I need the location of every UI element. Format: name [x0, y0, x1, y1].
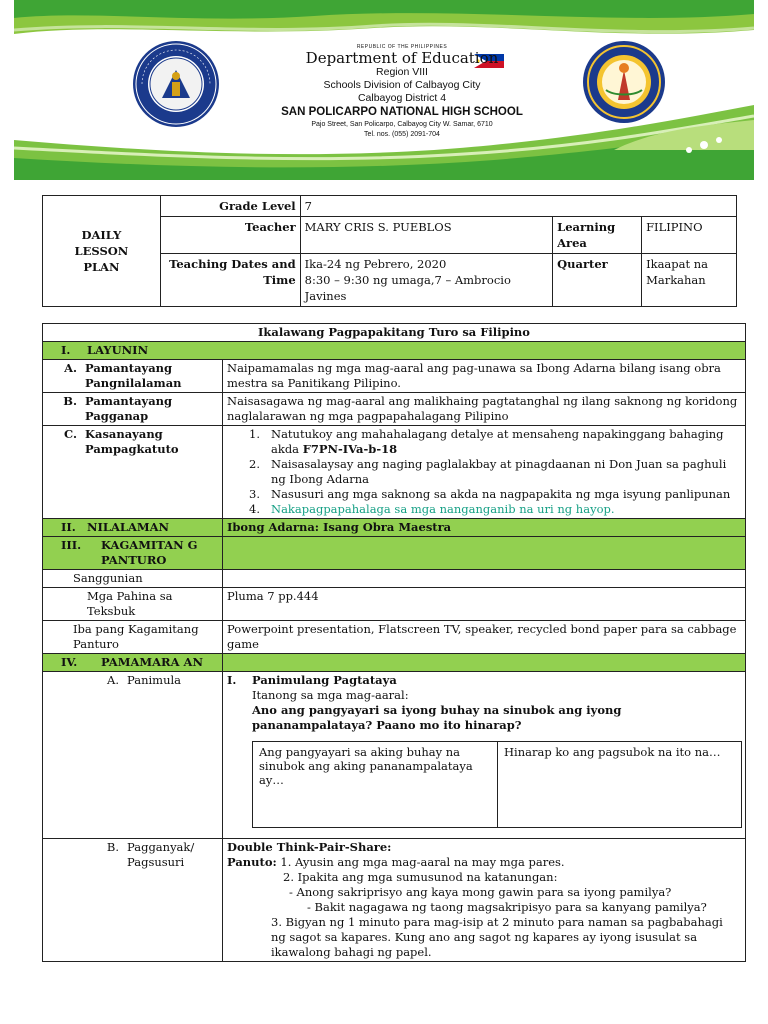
- pamamaraan-value: [223, 654, 746, 672]
- dtps-heading: Double Think-Pair-Share:: [227, 840, 392, 854]
- letterhead: [14, 0, 754, 180]
- lesson-info-table: [42, 195, 737, 307]
- list-item: 3. Nasusuri ang mga saknong sa akda na nagpapakita ng mga isyung panlipunan: [249, 487, 731, 501]
- pahina-value: Pluma 7 pp.444: [223, 588, 746, 621]
- section-nilalaman: II. NILALAMAN: [43, 519, 223, 537]
- school-address: Pajo Street, San Policarpo, Calbayog City W. Samar, 6710: [311, 121, 493, 128]
- school-telephone: Tel. nos. (055) 2091-704: [364, 131, 440, 138]
- list-item: 4. Nakapagpapahalaga sa mga nanganganib na uri ng hayop.: [249, 502, 615, 516]
- republic-label: REPUBLIC OF THE PHILIPPINES: [356, 44, 448, 50]
- iba-value: Powerpoint presentation, Flatscreen TV, speaker, recycled bond paper para sa cabbage game: [223, 621, 746, 654]
- answer-box-left: Ang pangyayari sa aking buhay na sinubok ang aking pananampalataya ay…: [253, 742, 498, 828]
- section-pamamaraan: IV. PAMAMARA AN: [43, 654, 223, 672]
- region-name: Region VIII: [376, 66, 428, 78]
- pahina-label: Mga Pahina sa Teksbuk: [43, 588, 223, 621]
- standard-a-text: Naipamamalas ng mga mag-aaral ang pag-unawa sa Ibong Adarna bilang isang obra mestra sa Panitikang Pilipino.: [223, 360, 746, 393]
- letterhead-text: [242, 44, 562, 140]
- list-item: 1. Natutukoy ang mahahalagang detalye at mensaheng napakinggang bahaging akda F7PN-IVa-b-18: [249, 427, 724, 456]
- learning-area-value: FILIPINO: [642, 217, 737, 254]
- panimula-question: Ano ang pangyayari sa iyong buhay na sinubok ang iyong pananampalataya? Paano mo ito hinarap?: [252, 703, 622, 732]
- standard-c-label: C. Kasanayang Pampagkatuto: [43, 426, 223, 519]
- grade-level-label: Grade Level: [160, 196, 300, 217]
- sanggunian-value: [223, 570, 746, 588]
- teacher-value: MARY CRIS S. PUEBLOS: [300, 217, 552, 254]
- district-name: Calbayog District 4: [357, 92, 447, 104]
- lesson-plan-table: [42, 323, 746, 962]
- panimula-label: A. Panimula: [43, 672, 223, 839]
- standard-b-text: Naisasagawa ng mag-aaral ang malikhaing pagtatanghal ng ilang saknong ng koridong naglalarawan ng mga pagpapahalagang Pilipino: [223, 393, 746, 426]
- answer-boxes: [252, 741, 742, 828]
- school-name: SAN POLICARPO NATIONAL HIGH SCHOOL: [281, 106, 523, 118]
- panimula-heading: Panimulang Pagtataya: [252, 673, 397, 687]
- competency-list: [223, 426, 746, 519]
- school-seal-icon: [582, 40, 666, 124]
- dates-value: Ika-24 ng Pebrero, 2020 8:30 – 9:30 ng umaga,7 – Ambrocio Javines: [300, 254, 552, 307]
- deped-seal-icon: [132, 40, 220, 128]
- teacher-label: Teacher: [160, 217, 300, 254]
- section-kagamitan: III. KAGAMITAN G PANTURO: [43, 537, 223, 570]
- iba-label: Iba pang Kagamitang Panturo: [43, 621, 223, 654]
- kagamitan-value: [223, 537, 746, 570]
- learning-area-label: Learning Area: [553, 217, 642, 254]
- nilalaman-value: Ibong Adarna: Isang Obra Maestra: [223, 519, 746, 537]
- quarter-value: Ikaapat na Markahan: [642, 254, 737, 307]
- section-layunin: I. LAYUNIN: [43, 342, 746, 360]
- panimula-ask: Itanong sa mga mag-aaral:: [252, 688, 409, 702]
- pagganyak-content: Double Think-Pair-Share: Panuto: 1. Ayusin ang mga mag-aaral na may mga pares. 2. Ipakita ang mga sumusunod na katanungan: - Anong sakriprisyo ang kaya mong gawin para sa iyong pamilya? - Bakit nagagawa ng taong magsakripisyo para sa kanyang pamilya? 3. Bigyan ng 1 minuto para mag-isip at 2 minuto para naman sa pagbabahagi ng sagot sa kapares. Kung ano ang sagot ng kapares ay iyong isusulat sa ikawalong bahagi ng papel.: [223, 839, 746, 962]
- panuto-label: Panuto:: [227, 855, 277, 869]
- list-item: 2. Naisasalaysay ang naging paglalakbay at pinagdaanan ni Don Juan sa paghuli ng Ibong Adarna: [249, 457, 727, 486]
- division-name: Schools Division of Calbayog City: [323, 79, 481, 91]
- quarter-label: Quarter: [553, 254, 642, 307]
- standard-b-label: B. Pamantayang Pagganap: [43, 393, 223, 426]
- standard-a-label: A. Pamantayang Pangnilalaman: [43, 360, 223, 393]
- dlp-title: DAILY LESSON PLAN: [43, 196, 161, 307]
- panimula-content: I. Panimulang Pagtataya Itanong sa mga mag-aaral: Ano ang pangyayari sa iyong buhay na sinubok ang iyong pananampalataya? Paano mo ito hinarap? Ang pangyayari sa aking buhay na sinubok ang aking pananampalataya ay… Hinarap ko ang pagsubok na ito na…: [223, 672, 746, 839]
- competency-code: F7PN-IVa-b-18: [302, 442, 398, 456]
- dates-label: Teaching Dates and Time: [160, 254, 300, 307]
- answer-box-right: Hinarap ko ang pagsubok na ito na…: [498, 742, 742, 828]
- department-name: Department of Education: [305, 49, 499, 67]
- grade-level-value: 7: [300, 196, 736, 217]
- sanggunian-label: Sanggunian: [43, 570, 223, 588]
- pagganyak-label: B. Pagganyak/ Pagsusuri: [43, 839, 223, 962]
- plan-title: Ikalawang Pagpapakitang Turo sa Filipino: [43, 324, 746, 342]
